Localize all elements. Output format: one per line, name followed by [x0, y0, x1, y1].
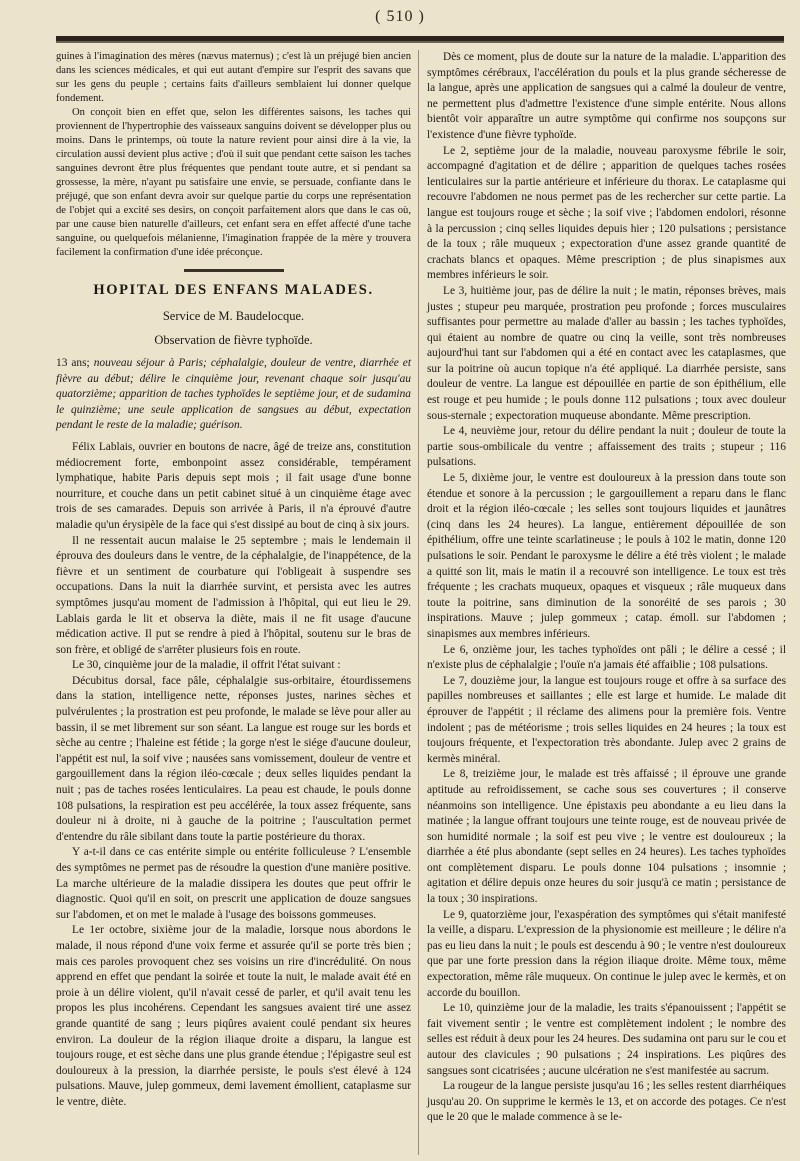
section-divider — [184, 269, 284, 272]
left-column — [56, 50, 411, 1111]
right-column — [418, 50, 786, 1155]
right-paragraph-11: La rougeur de la langue persiste jusqu'au 16 ; les selles restent diarrhéiques jusqu'au 20. On supprime le kermès le 13, et on accorde des potages. Ce n'est que le 20 que le malade commence à se le- — [427, 1080, 786, 1124]
service-line: Service de M. Baudelocque. — [162, 309, 305, 323]
right-paragraph-5: Le 5, dixième jour, le ventre est douloureux à la pression dans toute son étendue et sonore à la percussion ; le gargouillement a reparu dans le flanc droit et la région iléo-cœcale ; les selles sont toujours liquides et jaunâtres (cinq dans les 24 heures). La langue, entièrement dépouillée de son épithélium, offre une teinte scarlatineuse ; le pouls à 102 le matin, donne 120 pulsations le soir. Pendant le paroxysme le délire a été très violent ; le malade a quitté son lit, mais le matin il a recouvré son intelligence. Le toux est très fréquente ; les crachats muqueux, opaques et visqueux ; râle muqueux dans toute la poitrine, sans diminution de la sonoréité de ses parois ; 30 inspirations. Mauve ; julep gommeux ; catap. émoll. sur l'abdomen ; sinapismes aux membres inférieurs. — [427, 472, 786, 640]
right-paragraph-3: Le 3, huitième jour, pas de délire la nuit ; le matin, réponses brèves, mais justes ; stupeur peu marquée, prostration peu profonde ; forces musculaires suffisantes pour permettre au malade d'aller au bassin ; les taches typhoïdes, qui étaient au nombre de quatre ou cinq la veille, sont très nombreuses aujourd'hui tant sur l'abdomen qui a été en contact avec les cataplasmes, que sur la poitrine où aucun topique n'a été appliqué. La diarrhée persiste, sans douleur de ventre. La langue est dépouillée en partie de son épithélium, elle est rouge et peu humide ; le pouls donne 112 pulsations ; toux avec douleur sous-sternale ; expectoration muqueuse abondante. Même prescription. — [427, 284, 786, 422]
right-paragraph-4: Le 4, neuvième jour, retour du délire pendant la nuit ; douleur de toute la partie sous-ombilicale du ventre ; affaissement des traits ; stupeur ; 116 pulsations. — [427, 425, 786, 469]
case-paragraph-3: Le 30, cinquième jour de la maladie, il offrit l'état suivant : — [72, 659, 341, 672]
right-paragraph-6: Le 6, onzième jour, les taches typhoïdes ont pâli ; le délire a cessé ; il n'existe plus de céphalalgie ; l'ouïe n'a jamais été affaiblie ; 108 pulsations. — [427, 643, 786, 672]
right-paragraph-1: Dès ce moment, plus de doute sur la nature de la maladie. L'apparition des symptômes cérébraux, l'accélération du pouls et la plus grande sécheresse de la langue, après une application de sangsues qui a calmé la douleur de ventre, ne permettent plus d'admettre l'existence d'une simple entérite. Nous allons bientôt voir apparaître un autre symptôme qui confirme nos soupçons sur l'existence d'une fièvre typhoïde. — [427, 51, 786, 141]
right-paragraph-8: Le 8, treizième jour, le malade est très affaissé ; il éprouve une grande aptitude au refroidissement, se cache sous ses couvertures ; il conserve néanmoins son intelligence. Une épistaxis peu abondante a eu lieu dans la matinée ; la langue offrant toujours une teinte rouge, est de nouveau privée de son humidité normale ; la soif est peu vive ; le ventre est douloureux ; la diarrhée a été plus abondante (sept selles en 24 heures). Les taches typhoïdes ont complètement disparu. Le pouls donne 104 pulsations ; insomnie ; agitation et délire depuis onze heures du soir jusqu'à ce matin ; persistance de la toux ; 30 inspirations. — [427, 768, 786, 906]
case-paragraph-4: Décubitus dorsal, face pâle, céphalalgie sus-orbitaire, étourdissemens dans la station, intelligence nette, réponses justes, narines sèches et pulvérulentes ; la prostration est peu profonde, le malade se lève pour aller au bassin, il se met librement sur son séant. La langue est rouge sur les bords et sèche au centre ; l'haleine est fétide ; la gorge n'est le siége d'aucune douleur, l'appétit est nul, la soif vive ; nausées sans vomissement, douleur de ventre et gargouillement dans la région iléo-cœcale ; deux selles liquides pendant la nuit ; pas de taches rosées lenticulaires. La peau est chaude, le pouls donne 108 pulsations, la respiration est peu accélérée, la toux assez fréquente, sans douleur ni à droite, ni à gauche de la poitrine ; l'auscultation permet d'entendre du râle sibilant dans toute la partie postérieure du thorax. — [56, 674, 411, 843]
right-paragraph-2: Le 2, septième jour de la maladie, nouveau paroxysme fébrile le soir, accompagné d'agitation et de délire ; apparition de quelques taches rosées lenticulaires sur la partie antérieure et inférieure du thorax. Le cataplasme qui recouvre l'abdomen ne nous permet pas de les rechercher sur cette partie. La langue est toujours rouge et sèche ; la soif vive ; l'abdomen endolori, résonne à la percussion ; cinq selles liquides depuis hier ; 120 pulsations ; persistance de la toux ; râle muqueux ; expectoration d'une assez grande quantité de crachats blancs et opaques. Même prescription ; de plus sinapismes aux membres inférieurs le soir. — [427, 144, 786, 282]
right-paragraph-7: Le 7, douzième jour, la langue est toujours rouge et offre à sa surface des papilles nombreuses et saillantes ; elle est large et humide. Le malade dit éprouver de l'appétit ; il réclame des alimens pour la première fois. Ventre indolent ; pas de météorisme ; trois selles liquides en 24 heures ; la toux est toujours fréquente, et l'expectoration très abondante. Julep avec 2 grains de kermès minéral. — [427, 674, 786, 765]
case-paragraph-2: Il ne ressentait aucun malaise le 25 septembre ; mais le lendemain il éprouva des douleurs dans le ventre, de la céphalalgie, de l'inappétence, de la fièvre et un sentiment de courbature qui l'obligeait à suspendre ses occupations. Dans la nuit la diarrhée survint, et persista avec les autres symptômes jusqu'au moment de l'admission à l'hôpital, qui eut lieu le 29. Lablais garda le lit et observa la diète, mais il ne fit usage d'aucune médication active. Il put se rendre à pied à l'hôpital, soutenu sur le bras de son frère, et obligé de s'arrêter plusieurs fois en route. — [56, 534, 411, 656]
case-paragraph-1: Félix Lablais, ouvrier en boutons de nacre, âgé de treize ans, constitution médiocrement forte, embonpoint assez considérable, tempérament lymphatique, habite Paris depuis sept mois ; il fait usage d'une bonne nourriture, et couche dans un petit cabinet situé à un cinquième étage avec trois de ses camarades. Depuis son arrivée à Paris, il n'a éprouvé d'autre maladie qu'un érysipèle de la face qui s'est dissipé au bout de cinq à six jours. — [56, 440, 411, 531]
summary-lead: 13 ans; — [56, 357, 90, 369]
observation-title: Observation de fièvre typhoïde. — [154, 333, 313, 347]
right-paragraph-9: Le 9, quatorzième jour, l'exaspération des symptômes qui s'était manifesté la veille, a disparu. L'expression de la physionomie est meilleure ; le délire n'a pas eu lieu dans la nuit ; le pouls est descendu à 90 ; le ventre n'est douloureux que par une forte pression dans la région iliaque droite. Même toux, même expectoration, même râle muqueux. On continue le julep avec le kermès, et on accorde du bouillon. — [427, 908, 786, 999]
summary-text: nouveau séjour à Paris; céphalalgie, douleur de ventre, diarrhée et fièvre au début; délire le cinquième jour, revenant chaque soir jusqu'au quatorzième; apparition de taches typhoïdes le septième jour, et de sudamina le quinzième; une seule application de sangsues au début, expectation pendant le reste de la maladie; guérison. — [56, 357, 411, 432]
page-number: ( 510 ) — [375, 8, 425, 25]
case-paragraph-5: Y a-t-il dans ce cas entérite simple ou entérite folliculeuse ? L'ensemble des symptômes ne permet pas de résoudre la question d'une manière positive. La marche ultérieure de la maladie dissipera les doutes que peut offrir le diagnostic. Quoi qu'il en soit, on prescrit une application de douze sangsues sur l'abdomen, et on met le malade à l'usage des boissons gommeuses. — [56, 846, 411, 921]
intro-paragraph-1: guines à l'imagination des mères (nævus maternus) ; c'est là un préjugé bien ancien dans les sciences médicales, et qui eut autant d'empire sur l'esprit des savans que sur les gens du peuple ; certains faits d'ailleurs semblaient lui donner quelque fondement. — [56, 51, 411, 104]
case-summary — [56, 356, 411, 434]
intro-paragraph-2: On conçoit bien en effet que, selon les différentes saisons, les taches qui proviennent de l'hypertrophie des vaisseaux sanguins doivent se développer plus ou moins. Dans le printemps, où toute la nature revient pour ainsi dire à la vie, la circulation aussi devient plus active ; d'où il suit que pendant cette saison les taches sanguines devront être plus fréquentes que pendant toute autre, et si pendant sa grossesse, la mère, n'ayant pu satisfaire une envie, se persuade, confiante dans le préjugé, que son enfant devra avoir sur quelque partie du corps une représentation de l'objet qui a excité ses desirs, on conçoit parfaitement alors que dans le cas où, par une cause bien naturelle d'ailleurs, cet enfant sera en effet affecté d'une tache sanguine, ou quelquefois mélanienne, l'imagination frappée de la mère y trouvera facilement la confirmation d'une idée préconçue. — [56, 107, 411, 258]
case-paragraph-6: Le 1er octobre, sixième jour de la maladie, lorsque nous abordons le malade, il nous répond d'une voix ferme et assurée qu'il se porte très bien ; mais ces paroles provoquent chez ses voisins un rire d'incrédulité. On nous apprend en effet que pendant la soirée et toute la nuit, le malade avait été en proie à un délire violent, qu'il n'avait cessé de parler, et qu'il avait tenu les propos les plus incohérens. Cependant les sangsues avaient tiré une assez grande quantité de sang ; leurs piqûres avaient coulé pendant six heures environ. La douleur de la région iliaque droite a disparu, la langue est toujours rouge, et est sèche dans une plus grande étendue ; l'épigastre seul est douloureux à la pression, la diarrhée persiste, le pouls s'est élevé à 124 pulsations. Mauve, julep gommeux, demi lavement émollient, cataplasme sur le ventre, diète. — [56, 924, 411, 1108]
hospital-title: HOPITAL DES ENFANS MALADES. — [93, 282, 374, 298]
header-rule — [56, 36, 784, 43]
right-paragraph-10: Le 10, quinzième jour de la maladie, les traits s'épanouissent ; l'appétit se fait vivement sentir ; le ventre est complètement indolent ; le nombre des selles est réduit à deux pour les 24 heures. Des sudamina ont paru sur le cou et autour des clavicules ; 90 pulsations ; 24 inspirations. Les piqûres des sangsues sont cicatrisées ; aucune ulcération ne s'est manifestée au sacrum. — [427, 1002, 786, 1077]
